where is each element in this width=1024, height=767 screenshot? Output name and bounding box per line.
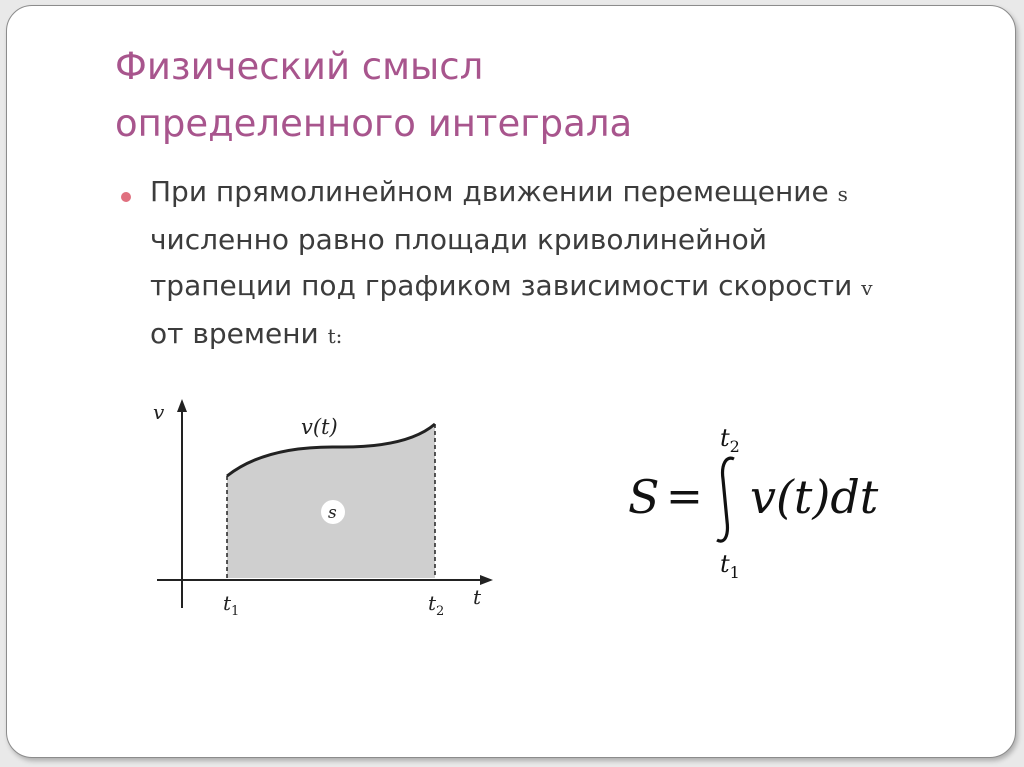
integrand: v(t)dt xyxy=(750,470,879,524)
x-axis-label: t xyxy=(473,585,482,609)
paragraph-line-2: численно равно площади криволинейной xyxy=(150,223,767,256)
title-line-1: Физический смысл xyxy=(115,45,484,88)
integral-formula xyxy=(622,421,892,581)
lower-limit: $t_1$ xyxy=(720,550,740,581)
bullet-icon xyxy=(121,192,131,202)
paragraph-line-4 xyxy=(150,311,1000,359)
paragraph-line-3 xyxy=(150,263,1000,311)
variable-t: t: xyxy=(327,324,343,348)
title-line-2: определенного интеграла xyxy=(115,102,633,145)
area-label: s xyxy=(328,503,337,523)
integral-sign-icon xyxy=(717,458,734,541)
paragraph-text-1: При прямолинейном движении перемещение xyxy=(150,175,829,208)
slide-title xyxy=(115,38,875,152)
paragraph-text-3: трапеции под графиком зависимости скорости xyxy=(150,269,853,302)
paragraph-line-1 xyxy=(150,169,1000,217)
bullet-paragraph xyxy=(150,169,1000,359)
formula-equals: = xyxy=(666,471,703,522)
paragraph-text-4: от времени xyxy=(150,317,319,350)
y-axis-arrow-icon xyxy=(177,399,187,412)
formula-lhs: S xyxy=(628,470,660,524)
x-axis-arrow-icon xyxy=(480,575,493,585)
tick-t2: $t_2$ xyxy=(428,591,445,619)
velocity-time-graph xyxy=(137,394,507,634)
tick-t1: $t_1$ xyxy=(223,591,240,619)
variable-s: s xyxy=(837,182,848,206)
upper-limit: $t_2$ xyxy=(720,424,740,456)
y-axis-label: v xyxy=(153,400,165,424)
curve-label: v(t) xyxy=(301,415,338,439)
slide xyxy=(6,5,1016,758)
variable-v: v xyxy=(861,276,873,300)
